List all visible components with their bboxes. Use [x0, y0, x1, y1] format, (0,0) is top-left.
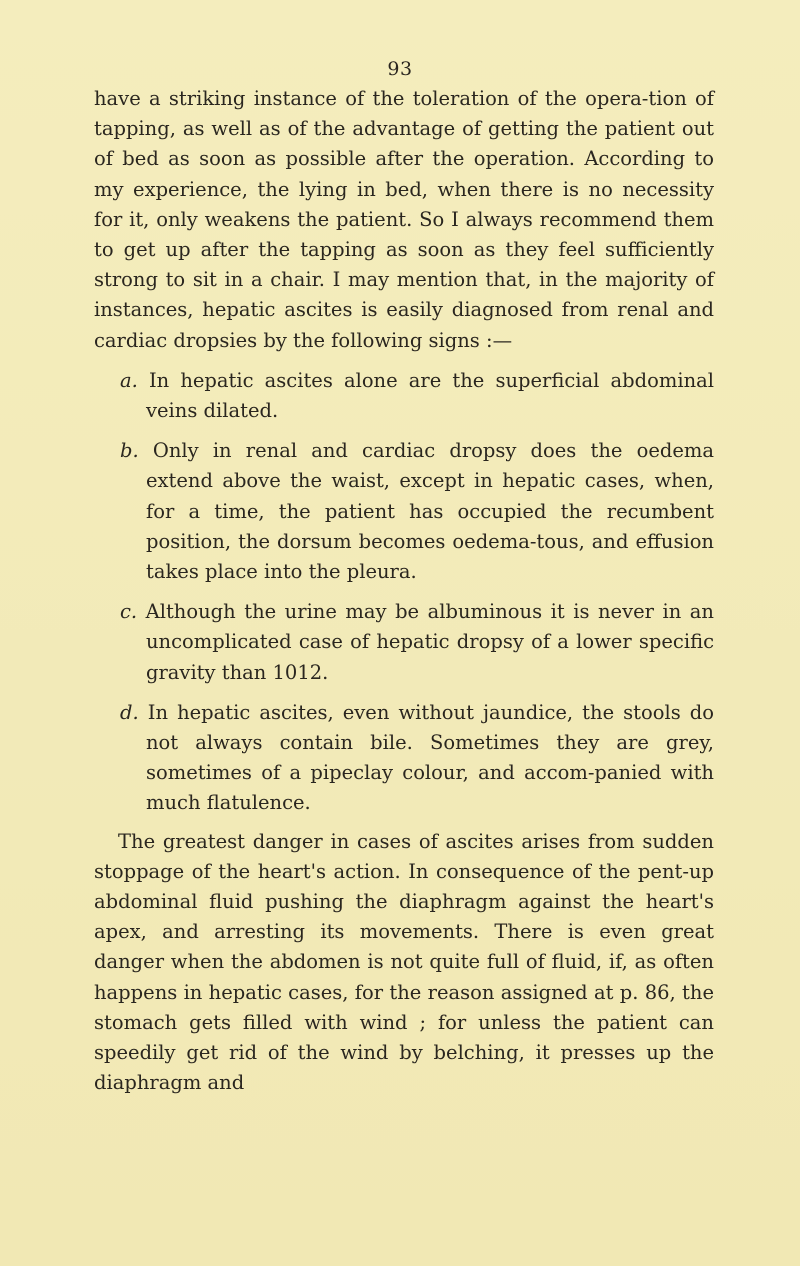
list-text-c: Although the urine may be albuminous it is never in an uncomplicated case of hepatic dropsy of a lower specific gravity than 1012. [145, 600, 714, 684]
list-text-d: In hepatic ascites, even without jaundice, the stools do not always contain bile. Sometimes they are grey, sometimes of a pipeclay colour, and accom-panied with much flatulence. [146, 700, 714, 815]
list-marker-b: b. [120, 439, 139, 463]
page-body [94, 84, 714, 1099]
intro-paragraph: have a striking instance of the toleration of the opera-tion of tapping, as well as of the advantage of getting the patient out of bed as soon as possible after the operation. According to my experience, the lying in bed, when there is no necessity for it, only weakens the patient. So I always recommend them to get up after the tapping as soon as they feel sufficiently strong to sit in a chair. I may mention that, in the majority of instances, hepatic ascites is easily diagnosed from renal and cardiac dropsies by the following signs :— [94, 87, 714, 352]
list-item-a [120, 366, 714, 426]
list-marker-c: c. [120, 600, 138, 624]
list-marker-d: d. [120, 700, 139, 724]
list-item-d [120, 698, 714, 819]
list-text-a: In hepatic ascites alone are the superficial abdominal veins dilated. [146, 368, 714, 423]
list-item-b [120, 436, 714, 587]
page-number: 93 [387, 58, 413, 80]
list-text-b: Only in renal and cardiac dropsy does the oedema extend above the waist, except in hepatic cases, when, for a time, the patient has occupied the recumbent position, the dorsum becomes oedema-tous, and effusion takes place into the pleura. [146, 439, 714, 584]
closing-paragraph: The greatest danger in cases of ascites arises from sudden stoppage of the heart's action. In consequence of the pent-up abdominal fluid pushing the diaphragm against the heart's apex, and arresting its movements. There is even great danger when the abdomen is not quite full of fluid, if, as often happens in hepatic cases, for the reason assigned at p. 86, the stomach gets filled with wind ; for unless the patient can speedily get rid of the wind by belching, it presses up the diaphragm and [94, 829, 714, 1095]
list-marker-a: a. [120, 368, 138, 392]
list-item-c [120, 597, 714, 688]
